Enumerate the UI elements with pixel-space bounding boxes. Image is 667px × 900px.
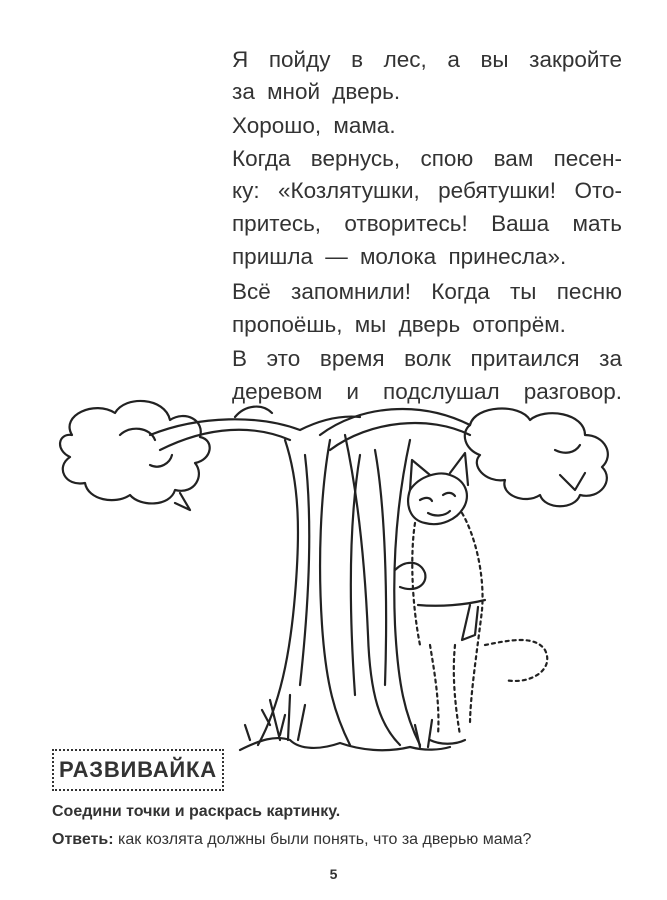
wolf-figure <box>395 453 547 744</box>
task-answer-text: как козлята должны были понять, что за дверью мама? <box>118 831 532 848</box>
tree-branches <box>150 407 470 450</box>
activity-badge: РАЗВИВАЙКА <box>52 749 224 791</box>
speech-text: пропоёшь, мы дверь отопрём. <box>232 312 566 337</box>
speech-text: Когда вернусь, спою вам песен- <box>232 146 622 171</box>
speech-text: за мной дверь. <box>232 79 401 104</box>
speech-text: пришла — молока принесла». <box>232 244 567 269</box>
speech-text: Я пойду в лес, а вы закройте <box>232 47 622 72</box>
task-connect-dots: Соедини точки и раскрась картинку. <box>52 803 341 820</box>
page-number: 5 <box>329 866 338 882</box>
task-answer <box>52 830 531 850</box>
speech-text: В это время волк притаился за <box>232 346 622 371</box>
tree-foliage-left <box>60 401 210 510</box>
speech-text: ку: «Козлятушки, ребятушки! Ото- <box>232 178 622 203</box>
speech-text: деревом и подслушал разговор. <box>232 379 622 404</box>
task-answer-label: Ответь: <box>52 831 114 848</box>
speech-text: притесь, отворитесь! Ваша мать <box>232 211 622 236</box>
speech-text: Всё запомнили! Когда ты песню <box>232 279 622 304</box>
speech-text: Хорошо, мама. <box>232 113 396 138</box>
grass <box>270 695 432 747</box>
tree-wolf-illustration <box>0 395 667 775</box>
tree-foliage-right <box>465 409 608 507</box>
